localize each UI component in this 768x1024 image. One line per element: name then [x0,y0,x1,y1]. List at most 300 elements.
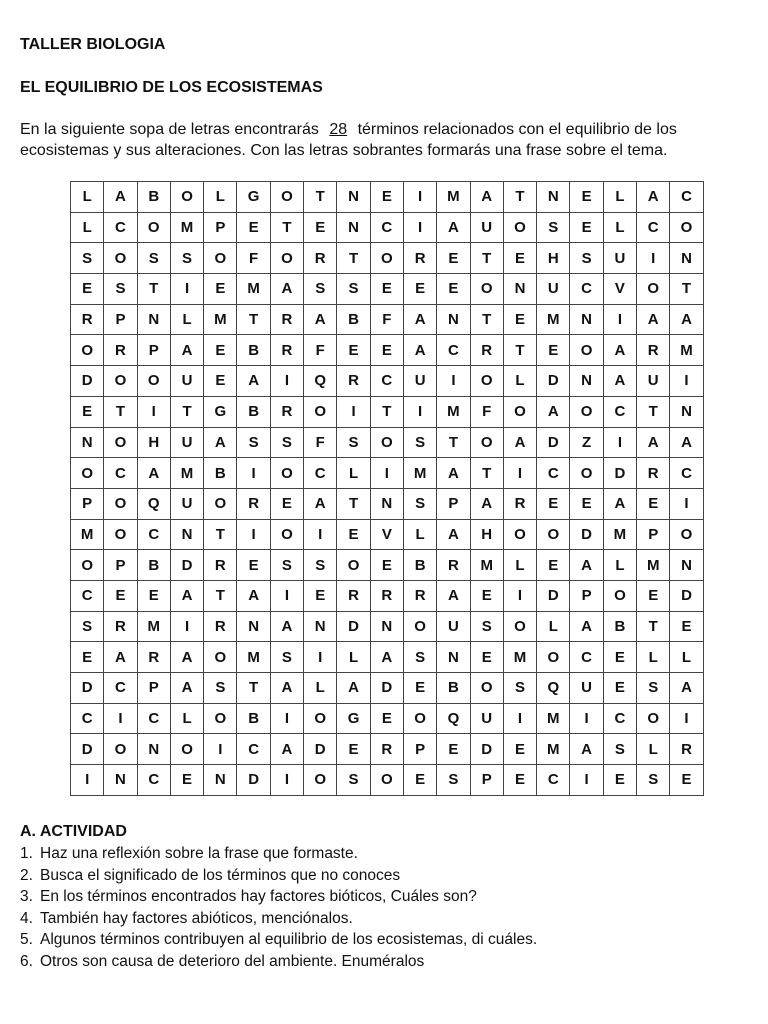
grid-cell: H [470,519,503,550]
grid-cell: S [470,611,503,642]
grid-cell: T [470,458,503,489]
grid-cell: T [637,396,670,427]
grid-cell: R [270,335,303,366]
grid-cell: I [403,212,436,243]
grid-cell: E [71,274,104,305]
grid-cell: R [137,642,170,673]
grid-cell: I [270,580,303,611]
grid-cell: S [71,243,104,274]
grid-cell: S [403,642,436,673]
grid-cell: O [204,642,237,673]
document-subtitle: EL EQUILIBRIO DE LOS ECOSISTEMAS [20,79,323,96]
activity-item-number: 5. [20,931,33,948]
grid-cell: N [437,642,470,673]
grid-row [71,642,704,673]
grid-cell: D [337,611,370,642]
grid-cell: L [403,519,436,550]
grid-cell: I [170,611,203,642]
grid-cell: N [337,182,370,213]
grid-cell: T [137,274,170,305]
grid-cell: C [570,274,603,305]
grid-cell: N [570,304,603,335]
grid-cell: C [537,765,570,796]
grid-cell: T [204,519,237,550]
grid-cell: A [570,611,603,642]
grid-row [71,366,704,397]
grid-cell: B [137,550,170,581]
grid-cell: F [304,427,337,458]
grid-cell: N [170,519,203,550]
grid-cell: I [503,458,536,489]
grid-cell: T [370,396,403,427]
grid-cell: C [71,703,104,734]
grid-cell: O [104,366,137,397]
grid-cell: A [304,304,337,335]
grid-cell: S [270,642,303,673]
grid-cell: E [104,580,137,611]
grid-cell: O [470,274,503,305]
grid-cell: O [570,396,603,427]
grid-cell: C [304,458,337,489]
grid-cell: O [337,550,370,581]
grid-row [71,427,704,458]
grid-cell: S [337,765,370,796]
grid-cell: P [470,765,503,796]
grid-cell: G [337,703,370,734]
grid-cell: A [170,642,203,673]
grid-cell: R [204,611,237,642]
grid-cell: N [204,765,237,796]
grid-cell: F [370,304,403,335]
grid-cell: B [237,396,270,427]
grid-cell: E [304,212,337,243]
grid-cell: E [370,550,403,581]
grid-cell: R [270,396,303,427]
grid-row [71,519,704,550]
grid-cell: D [170,550,203,581]
grid-cell: O [370,243,403,274]
grid-cell: A [170,673,203,704]
grid-cell: P [104,550,137,581]
grid-cell: O [71,335,104,366]
grid-cell: Q [304,366,337,397]
grid-cell: D [570,519,603,550]
grid-cell: E [670,765,703,796]
grid-cell: D [71,673,104,704]
grid-cell: S [170,243,203,274]
grid-cell: S [104,274,137,305]
grid-cell: T [437,427,470,458]
grid-cell: V [603,274,636,305]
grid-cell: N [104,765,137,796]
grid-cell: O [670,519,703,550]
grid-cell: O [603,580,636,611]
grid-cell: S [637,765,670,796]
grid-cell: D [370,673,403,704]
grid-cell: E [637,580,670,611]
grid-cell: M [170,458,203,489]
grid-cell: N [670,243,703,274]
grid-cell: P [104,304,137,335]
grid-cell: E [470,642,503,673]
grid-cell: T [670,274,703,305]
grid-cell: I [670,703,703,734]
grid-cell: I [104,703,137,734]
grid-cell: B [603,611,636,642]
activity-item-number: 3. [20,888,33,905]
grid-cell: B [337,304,370,335]
grid-cell: O [403,703,436,734]
grid-cell: U [403,366,436,397]
grid-cell: P [71,488,104,519]
activity-item-text: Haz una reflexión sobre la frase que formaste. [40,845,358,862]
grid-cell: E [204,366,237,397]
grid-cell: N [437,304,470,335]
grid-cell: I [270,765,303,796]
grid-cell: C [104,212,137,243]
grid-cell: N [71,427,104,458]
grid-cell: M [437,396,470,427]
activity-list [20,843,760,972]
grid-cell: D [603,458,636,489]
grid-cell: I [237,458,270,489]
grid-cell: L [603,182,636,213]
grid-cell: L [71,182,104,213]
grid-row [71,673,704,704]
grid-cell: P [137,673,170,704]
grid-cell: O [71,458,104,489]
grid-cell: R [370,580,403,611]
grid-cell: L [170,304,203,335]
grid-row [71,580,704,611]
grid-cell: A [603,366,636,397]
grid-cell: O [470,673,503,704]
grid-cell: D [537,366,570,397]
grid-row [71,304,704,335]
grid-cell: E [537,488,570,519]
grid-cell: A [270,274,303,305]
grid-cell: T [304,182,337,213]
grid-cell: P [637,519,670,550]
grid-cell: O [503,611,536,642]
grid-cell: D [670,580,703,611]
grid-cell: A [437,458,470,489]
grid-cell: I [237,519,270,550]
grid-cell: I [71,765,104,796]
grid-cell: U [437,611,470,642]
grid-cell: E [337,519,370,550]
grid-row [71,396,704,427]
grid-cell: O [470,366,503,397]
grid-cell: E [304,580,337,611]
grid-cell: S [337,427,370,458]
activity-item-number: 2. [20,866,33,884]
grid-cell: E [337,734,370,765]
activity-item-text: También hay factores abióticos, menciónalos. [40,909,353,927]
grid-cell: T [237,304,270,335]
grid-cell: U [470,212,503,243]
grid-cell: A [104,182,137,213]
grid-cell: O [270,458,303,489]
grid-cell: R [104,611,137,642]
grid-cell: I [304,519,337,550]
grid-cell: M [170,212,203,243]
grid-cell: B [403,550,436,581]
grid-cell: Z [570,427,603,458]
activity-item-number: 6. [20,952,33,970]
grid-cell: B [237,703,270,734]
grid-cell: L [170,703,203,734]
grid-cell: B [137,182,170,213]
grid-cell: M [137,611,170,642]
grid-cell: S [537,212,570,243]
grid-cell: T [337,243,370,274]
grid-cell: O [204,488,237,519]
grid-cell: C [137,765,170,796]
grid-cell: L [603,550,636,581]
grid-cell: A [237,366,270,397]
grid-cell: S [603,734,636,765]
grid-cell: S [503,673,536,704]
grid-cell: U [170,488,203,519]
grid-cell: O [104,488,137,519]
grid-cell: R [370,734,403,765]
grid-cell: I [670,488,703,519]
grid-cell: A [237,580,270,611]
grid-cell: E [403,765,436,796]
grid-cell: R [670,734,703,765]
grid-row [71,182,704,213]
grid-cell: E [170,765,203,796]
grid-cell: E [470,580,503,611]
grid-cell: P [204,212,237,243]
grid-cell: D [470,734,503,765]
grid-cell: E [403,274,436,305]
grid-cell: O [570,458,603,489]
grid-cell: O [570,335,603,366]
grid-cell: A [470,488,503,519]
grid-cell: O [537,519,570,550]
grid-cell: R [337,366,370,397]
grid-cell: R [204,550,237,581]
grid-cell: A [470,182,503,213]
grid-cell: O [137,212,170,243]
grid-cell: F [470,396,503,427]
grid-cell: Q [137,488,170,519]
grid-cell: O [370,765,403,796]
grid-cell: E [503,734,536,765]
grid-cell: M [537,734,570,765]
grid-cell: E [503,765,536,796]
grid-cell: N [337,212,370,243]
grid-row [71,212,704,243]
term-count: 28 [329,121,348,138]
grid-cell: S [437,765,470,796]
activity-item [20,929,760,951]
grid-cell: D [71,734,104,765]
grid-cell: S [304,274,337,305]
grid-cell: L [503,550,536,581]
grid-cell: C [370,366,403,397]
intro-text-before: En la siguiente sopa de letras encontrarás [20,121,319,138]
grid-cell: B [437,673,470,704]
grid-cell: M [537,304,570,335]
grid-cell: A [570,550,603,581]
grid-cell: U [603,243,636,274]
grid-cell: A [437,580,470,611]
grid-cell: A [270,673,303,704]
grid-cell: C [370,212,403,243]
grid-cell: C [537,458,570,489]
grid-cell: L [337,458,370,489]
grid-cell: S [570,243,603,274]
grid-cell: L [337,642,370,673]
grid-cell: T [470,304,503,335]
grid-cell: O [104,519,137,550]
grid-cell: R [637,335,670,366]
grid-cell: D [537,580,570,611]
grid-cell: I [270,703,303,734]
grid-cell: A [104,642,137,673]
grid-cell: O [170,182,203,213]
grid-cell: S [337,274,370,305]
grid-cell: A [270,734,303,765]
activity-item-number: 1. [20,845,33,862]
grid-cell: A [570,734,603,765]
grid-cell: R [503,488,536,519]
grid-cell: A [637,182,670,213]
grid-cell: S [237,427,270,458]
grid-cell: D [304,734,337,765]
grid-cell: M [537,703,570,734]
grid-cell: T [470,243,503,274]
grid-cell: R [270,304,303,335]
grid-cell: A [337,673,370,704]
grid-cell: N [670,396,703,427]
grid-cell: S [71,611,104,642]
grid-cell: S [637,673,670,704]
grid-cell: I [137,396,170,427]
grid-cell: A [637,427,670,458]
grid-cell: I [503,580,536,611]
grid-cell: E [337,335,370,366]
grid-cell: M [670,335,703,366]
grid-cell: O [270,182,303,213]
grid-cell: O [270,519,303,550]
grid-cell: L [204,182,237,213]
grid-cell: D [237,765,270,796]
grid-cell: O [270,243,303,274]
grid-cell: N [570,366,603,397]
activity-item-text: Algunos términos contribuyen al equilibrio de los ecosistemas, di cuáles. [40,931,538,948]
grid-cell: I [603,304,636,335]
grid-cell: S [270,427,303,458]
grid-row [71,243,704,274]
grid-cell: O [403,611,436,642]
grid-cell: U [637,366,670,397]
grid-cell: O [71,550,104,581]
grid-cell: A [603,335,636,366]
grid-cell: U [170,366,203,397]
grid-cell: D [71,366,104,397]
grid-cell: H [537,243,570,274]
word-search-grid-body [71,182,704,796]
grid-cell: N [304,611,337,642]
grid-cell: C [670,182,703,213]
grid-cell: C [137,519,170,550]
grid-cell: R [637,458,670,489]
grid-cell: C [570,642,603,673]
grid-cell: A [503,427,536,458]
grid-cell: M [403,458,436,489]
grid-cell: L [670,642,703,673]
grid-cell: S [137,243,170,274]
grid-cell: E [503,243,536,274]
grid-cell: L [637,734,670,765]
grid-cell: U [537,274,570,305]
activity-section [20,823,760,972]
grid-cell: D [537,427,570,458]
grid-cell: T [104,396,137,427]
grid-cell: A [370,642,403,673]
grid-row [71,488,704,519]
grid-cell: A [437,519,470,550]
grid-cell: R [437,550,470,581]
grid-row [71,703,704,734]
grid-cell: N [503,274,536,305]
grid-cell: C [104,673,137,704]
grid-cell: A [670,673,703,704]
grid-cell: I [570,765,603,796]
grid-cell: L [304,673,337,704]
grid-cell: U [170,427,203,458]
grid-cell: E [370,335,403,366]
grid-cell: E [370,274,403,305]
grid-cell: O [104,427,137,458]
grid-cell: O [470,427,503,458]
grid-cell: M [603,519,636,550]
grid-cell: I [503,703,536,734]
grid-cell: S [304,550,337,581]
grid-cell: S [403,488,436,519]
grid-cell: T [637,611,670,642]
grid-cell: Q [437,703,470,734]
grid-cell: C [104,458,137,489]
grid-cell: I [570,703,603,734]
grid-cell: A [670,427,703,458]
grid-cell: I [670,366,703,397]
grid-cell: O [204,703,237,734]
grid-cell: A [403,304,436,335]
grid-cell: A [603,488,636,519]
grid-cell: I [403,182,436,213]
grid-cell: A [670,304,703,335]
grid-cell: E [570,488,603,519]
activity-item [20,951,760,973]
grid-cell: O [503,519,536,550]
grid-row [71,734,704,765]
grid-cell: U [470,703,503,734]
grid-cell: E [637,488,670,519]
grid-cell: E [437,243,470,274]
document-title: TALLER BIOLOGIA [20,36,166,53]
grid-cell: N [670,550,703,581]
grid-cell: M [637,550,670,581]
activity-item [20,865,760,887]
grid-cell: A [437,212,470,243]
grid-cell: A [403,335,436,366]
grid-cell: E [403,673,436,704]
